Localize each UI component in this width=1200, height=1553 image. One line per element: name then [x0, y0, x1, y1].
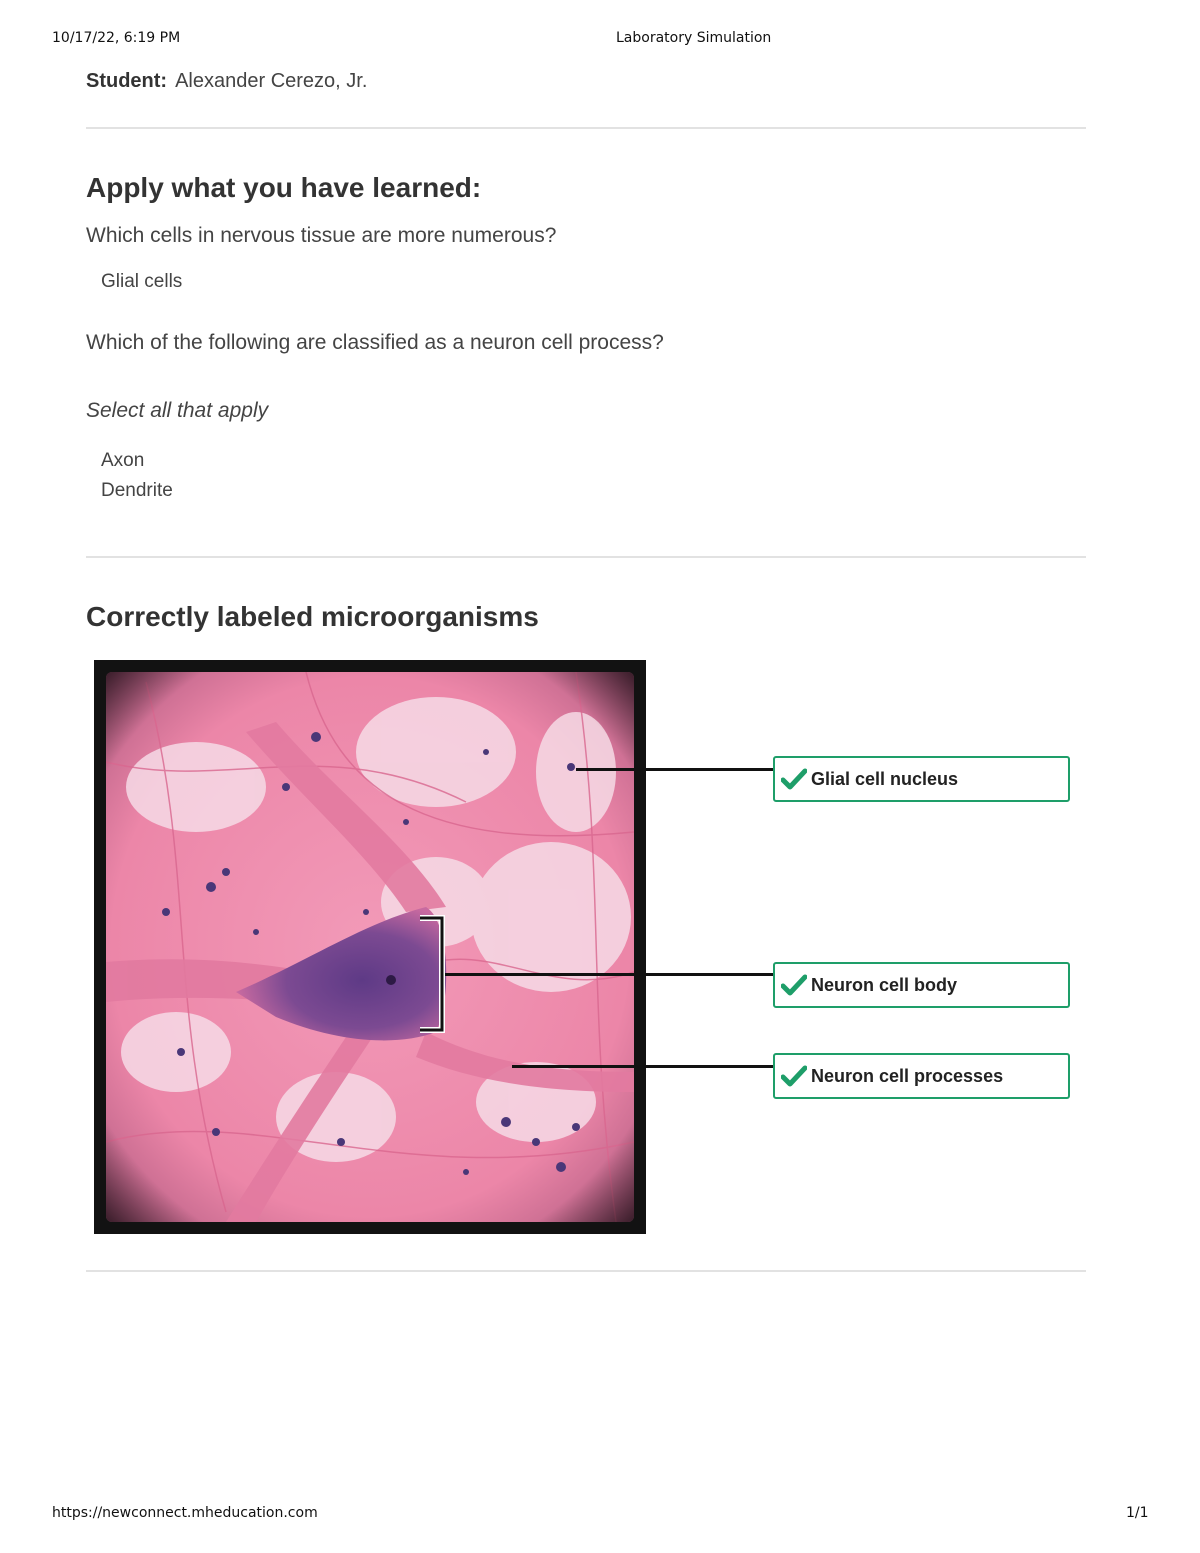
student-line	[86, 70, 367, 93]
print-footer	[0, 1505, 1200, 1525]
leader-line-body	[445, 973, 774, 976]
leader-line-processes	[512, 1065, 774, 1068]
answer-2b: Dendrite	[101, 480, 173, 501]
label-text: Glial cell nucleus	[811, 768, 959, 789]
label-neuron-cell-processes[interactable]	[773, 1053, 1070, 1099]
print-url[interactable]: https://newconnect.mheducation.com	[52, 1505, 318, 1521]
label-neuron-cell-body[interactable]	[773, 962, 1070, 1008]
check-icon	[781, 768, 807, 790]
answer-1: Glial cells	[101, 271, 183, 292]
student-name: Alexander Cerezo, Jr.	[175, 70, 368, 92]
label-text: Neuron cell body	[811, 974, 958, 995]
divider	[86, 127, 1086, 129]
question-2: Which of the following are classified as a neuron cell process?	[86, 331, 664, 354]
check-icon	[781, 974, 807, 996]
divider	[86, 556, 1086, 558]
print-datetime: 10/17/22, 6:19 PM	[52, 30, 181, 46]
divider	[86, 1270, 1086, 1272]
select-all-hint: Select all that apply	[86, 399, 269, 422]
nervous-tissue-micrograph	[106, 672, 634, 1222]
question-1: Which cells in nervous tissue are more numerous?	[86, 224, 557, 247]
label-glial-cell-nucleus[interactable]	[773, 756, 1070, 802]
check-icon	[781, 1065, 807, 1087]
leader-line-glial	[576, 768, 774, 771]
print-title: Laboratory Simulation	[616, 30, 772, 46]
section-heading-labels: Correctly labeled microorganisms	[86, 601, 539, 632]
print-page-number: 1/1	[1126, 1505, 1149, 1521]
print-header	[0, 30, 1200, 50]
micrograph-frame	[94, 660, 646, 1234]
cell-body-bracket	[418, 914, 448, 1034]
label-text: Neuron cell processes	[811, 1065, 1004, 1086]
answer-2a: Axon	[101, 450, 145, 471]
section-heading-apply: Apply what you have learned:	[86, 172, 482, 203]
student-label: Student:	[86, 70, 168, 92]
